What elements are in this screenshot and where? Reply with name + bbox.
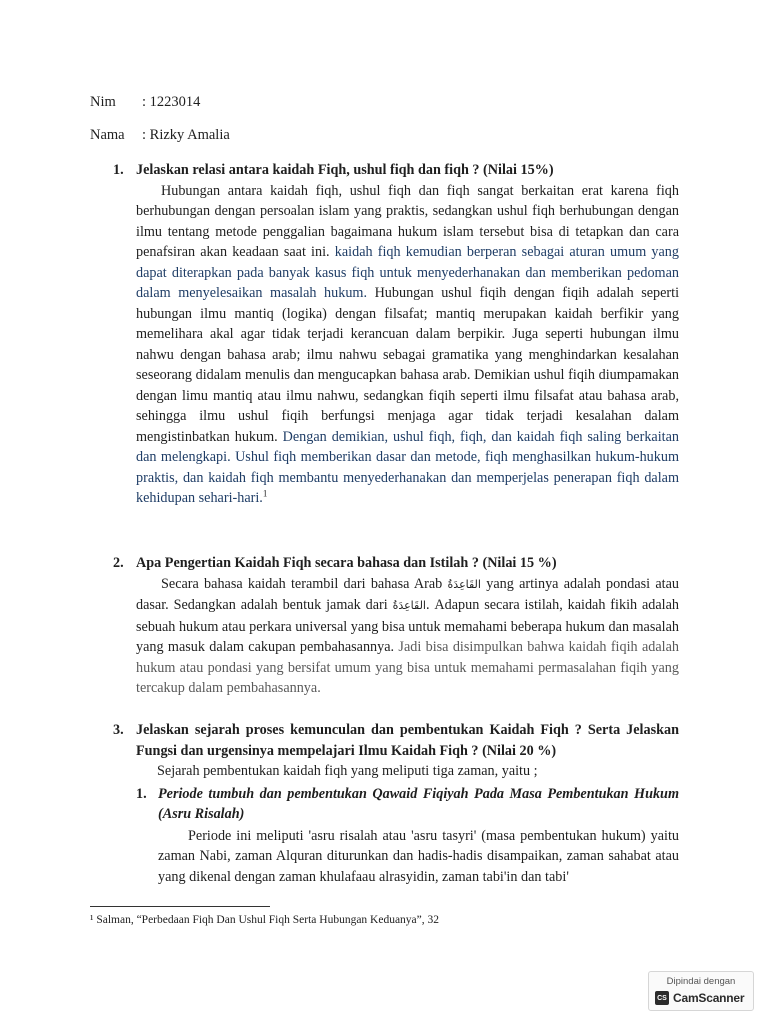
answer-1-text-b: kaidah fiqh kemudian berperan sebagai aturan umum yang dapat diterapkan pada banyak kasus fiqh untuk menyederhanakan dan memberikan pedoman dalam menyelesaikan masalah hukum. xyxy=(136,244,679,301)
nama-value: : Rizky Amalia xyxy=(142,127,230,143)
question-3-title: Jelaskan sejarah proses kemunculan dan pembentukan Kaidah Fiqh ? Serta Jelaskan Fungsi dan urgensinya mempelajari Ilmu Kaidah Fiqh ? (Nilai 20 %) xyxy=(136,722,679,759)
question-1-title: Jelaskan relasi antara kaidah Fiqh, ushul fiqh dan fiqh ? (Nilai 15%) xyxy=(136,162,554,178)
arabic-term-1: القَاعِدَةُ xyxy=(447,577,481,591)
answer-2-text-b: yang artinya adalah pondasi atau dasar. Sedangkan adalah bentuk jamak dari xyxy=(136,575,680,613)
question-3 xyxy=(113,720,679,887)
question-2-title: Apa Pengertian Kaidah Fiqh secara bahasa dan Istilah ? (Nilai 15 %) xyxy=(136,555,557,571)
camscanner-watermark xyxy=(648,971,754,1011)
footnote-reference[interactable]: 1 xyxy=(262,488,268,499)
nim-field xyxy=(90,94,200,111)
question-1-number: 1. xyxy=(113,162,124,178)
answer-1-text-c: Hubungan ushul fiqih dengan fiqih adalah seperti hubungan ilmu mantiq (logika) dengan filsafat; mantiq merupakan kaidah berfikir yang memelihara akal agar tidak terjadi kerancuan dalam berpikir. Juga seperti hubungan ilmu nahwu dengan bahasa arab; ilmu nahwu sebagai gramatika yang menghindarkan kesalahan seseorang didalam menulis dan mengucapkan bahasa arab. Demikian ushul fiqih diumpamakan dengan limu mantiq atau ilmu nahwu, sedangkan fiqih seperti ilmu filsafat atau bahasa arab, sehingga ilmu ushul fiqih berfungsi menjaga agar tidak terjadi kesalahan dalam mengistinbatkan hukum. xyxy=(136,285,680,445)
period-1-heading xyxy=(136,784,679,825)
answer-3-intro: Sejarah pembentukan kaidah fiqh yang meliputi tiga zaman, yaitu ; xyxy=(157,763,538,779)
period-1-number: 1. xyxy=(136,785,147,802)
answer-2-paragraph xyxy=(136,574,679,699)
nim-value: : 1223014 xyxy=(142,94,201,110)
footnote: ¹ Salman, “Perbedaan Fiqh Dan Ushul Fiqh Serta Hubungan Keduanya”, 32 xyxy=(90,914,440,926)
nama-label: Nama xyxy=(90,127,125,143)
answer-1-text-a: Hubungan antara kaidah fiqh, ushul fiqh dan fiqh sangat berkaitan erat karena fiqh berhubungan dengan persoalan islam yang praktis, sedangkan ushul fiqh berhubungan dengan ilmu tentang metode penggalian bagaimana hukum islam tersebut bisa di tetapkan dan cara penafsiran akan keadaan saat ini. xyxy=(136,182,679,260)
answer-2-text-c: . Adapun secara istilah, kaidah fikih adalah sebuah hukum atau perkara universal yang bisa untuk memahami beberapa hukum dan masalah yang masuk dalam cakupan pembahasannya. xyxy=(136,597,680,655)
question-3-number: 3. xyxy=(113,722,124,738)
answer-1-text-e: Ushul fiqh memberikan dasar dan metode, fiqh menghasilkan hukum-hukum praktis, dan kaidah fiqh membantu menyederhanakan dan memperjelas penerapan fiqh dalam kehidupan sehari-hari. xyxy=(136,449,679,506)
question-3-heading xyxy=(113,720,679,761)
answer-1-text-d: Dengan demikian, ushul fiqh, fiqh, dan kaidah fiqh saling berkaitan dan melengkapi. xyxy=(136,428,679,465)
answer-2-text-a: Secara bahasa kaidah terambil dari bahasa Arab xyxy=(161,575,443,592)
question-2-number: 2. xyxy=(113,555,124,571)
arabic-term-2: القَاعِدَةُ xyxy=(392,599,426,612)
period-1-text: Periode ini meliputi 'asru risalah atau 'asru tasyri' (masa pembentukan hukum) yaitu zaman Nabi, zaman Alquran diturunkan dan hadis-hadis disampaikan, zaman sahabat atau yang dikenal dengan zaman khulafaau alrasyidin, zaman tabi'in dan tabi' xyxy=(158,827,679,885)
period-1-title: Periode tumbuh dan pembentukan Qawaid Fiqiyah Pada Masa Pembentukan Hukum (Asru Risalah) xyxy=(158,785,679,822)
question-1-heading xyxy=(113,160,679,181)
question-2 xyxy=(113,553,679,699)
camscanner-logo-icon: CS xyxy=(655,991,669,1005)
answer-2-text-d: Jadi bisa disimpulkan bahwa kaidah fiqih adalah hukum atau pondasi yang bersifat umum yang bisa untuk memahami permasalahan fiqih yang tercakup dalam pembahasannya. xyxy=(136,639,679,696)
question-2-heading xyxy=(113,553,679,574)
question-1 xyxy=(113,160,679,509)
nama-field xyxy=(90,127,230,144)
camscanner-name: CamScanner xyxy=(673,991,745,1005)
footnote-divider xyxy=(90,906,270,907)
nim-label: Nim xyxy=(90,94,116,110)
answer-1-paragraph xyxy=(136,181,679,509)
camscanner-caption: Dipindai dengan xyxy=(666,976,736,987)
